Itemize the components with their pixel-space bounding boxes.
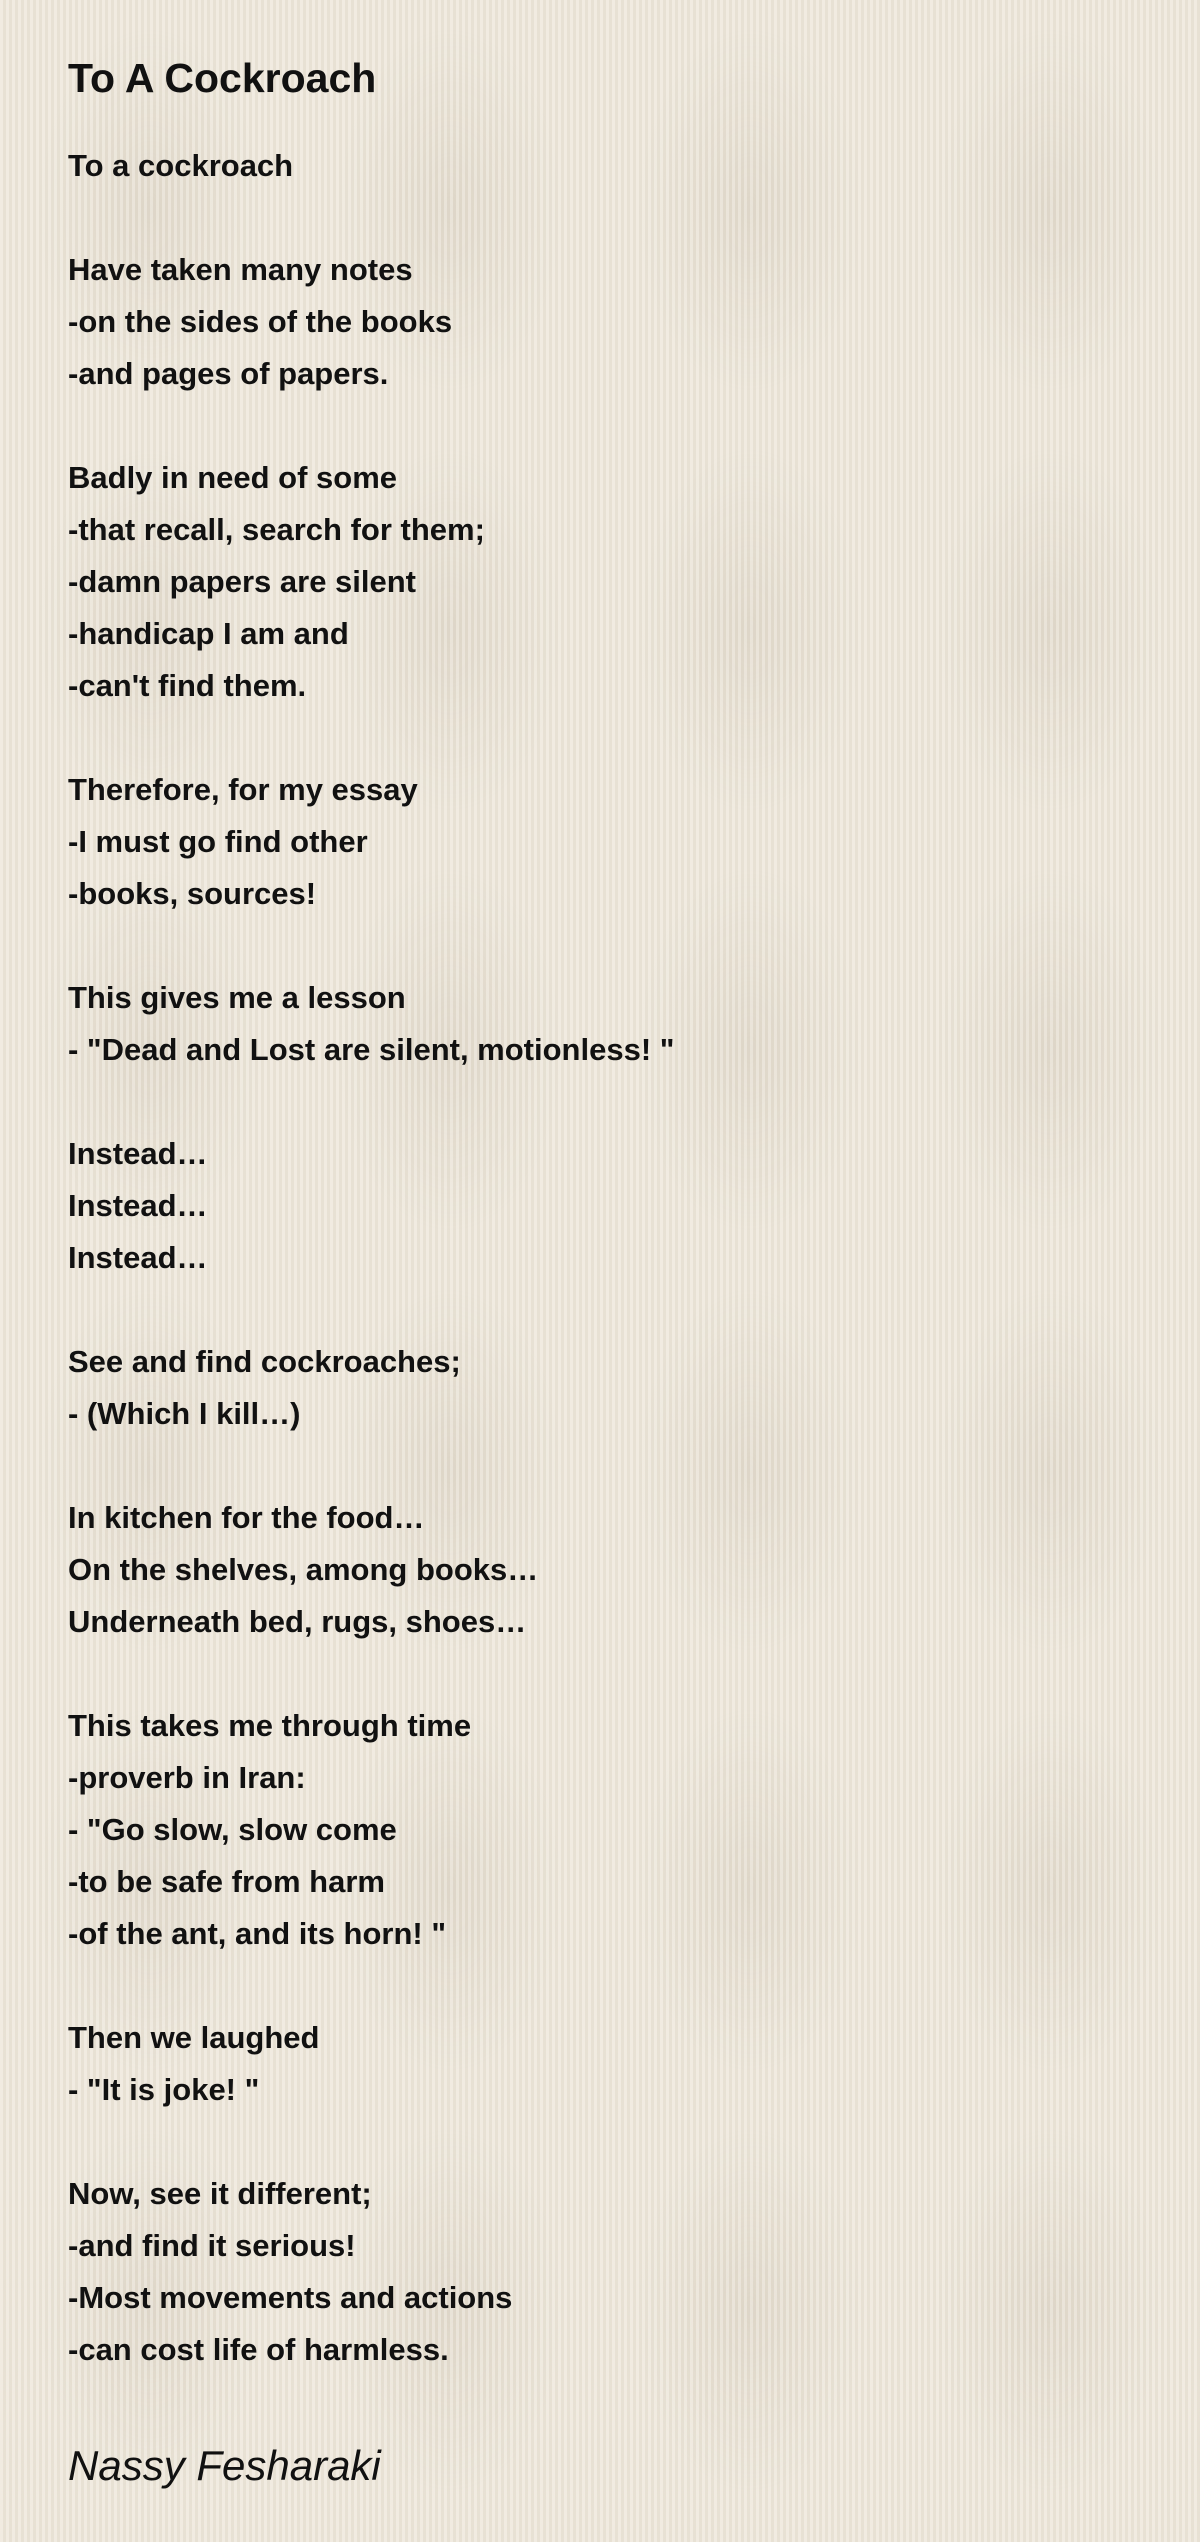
poem-line: -can cost life of harmless. <box>68 2332 449 2367</box>
poem-line: - "It is joke! " <box>68 2072 260 2107</box>
poem-line: See and find cockroaches; <box>68 1344 461 1379</box>
poem-line: -handicap I am and <box>68 616 349 651</box>
stanza <box>68 1336 1200 1440</box>
poem-line: To a cockroach <box>68 148 294 183</box>
stanza <box>68 2168 1200 2376</box>
poem-line: -that recall, search for them; <box>68 512 485 547</box>
poem-line: - (Which I kill…) <box>68 1396 301 1431</box>
poem-body <box>68 140 1200 2376</box>
poem-line: In kitchen for the food… <box>68 1500 425 1535</box>
stanza <box>68 452 1200 712</box>
poem-line: -can't find them. <box>68 668 307 703</box>
stanza <box>68 2012 1200 2116</box>
poem-line: Then we laughed <box>68 2020 320 2055</box>
stanza <box>68 972 1200 1076</box>
poem-line: Now, see it different; <box>68 2176 372 2211</box>
poem-line: -to be safe from harm <box>68 1864 385 1899</box>
stanza <box>68 764 1200 920</box>
poem-line: Instead… <box>68 1240 208 1275</box>
stanza <box>68 1128 1200 1284</box>
poem-line: On the shelves, among books… <box>68 1552 539 1587</box>
poem-line: -on the sides of the books <box>68 304 453 339</box>
poem-line: This takes me through time <box>68 1708 472 1743</box>
poem-line: Therefore, for my essay <box>68 772 418 807</box>
poem-line: Instead… <box>68 1136 208 1171</box>
stanza <box>68 140 1200 192</box>
poem-line: Instead… <box>68 1188 208 1223</box>
poem-line: -of the ant, and its horn! " <box>68 1916 447 1951</box>
poem-author: Nassy Fesharaki <box>68 2442 381 2489</box>
poem-line: This gives me a lesson <box>68 980 406 1015</box>
stanza <box>68 1492 1200 1648</box>
poem-title: To A Cockroach <box>68 55 377 101</box>
poem-line: -Most movements and actions <box>68 2280 513 2315</box>
poem-line: Underneath bed, rugs, shoes… <box>68 1604 527 1639</box>
poem-line: -proverb in Iran: <box>68 1760 306 1795</box>
stanza <box>68 1700 1200 1960</box>
poem-line: -and pages of papers. <box>68 356 389 391</box>
poem-line: -books, sources! <box>68 876 317 911</box>
poem-line: -and find it serious! <box>68 2228 356 2263</box>
poem-line: Badly in need of some <box>68 460 398 495</box>
poem-line: -I must go find other <box>68 824 368 859</box>
poem-line: Have taken many notes <box>68 252 413 287</box>
poem-line: -damn papers are silent <box>68 564 417 599</box>
poem-line: - "Dead and Lost are silent, motionless! " <box>68 1032 675 1067</box>
stanza <box>68 244 1200 400</box>
poem-line: - "Go slow, slow come <box>68 1812 397 1847</box>
